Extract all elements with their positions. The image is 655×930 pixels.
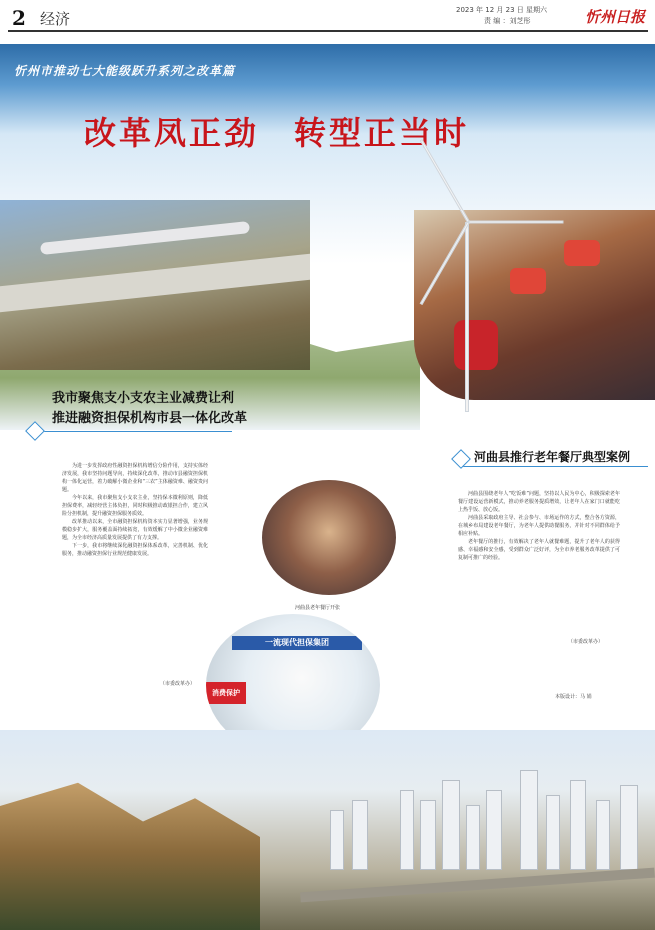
building [596,800,610,870]
elderly-canteen-photo [262,480,396,595]
paragraph: 改革推动以来，全市融资担保机构资本实力显著增强，业务规模稳步扩大，服务覆盖面持续拓宽，有效缓解了中小微企业融资难题，为全市经济高质量发展提供了有力支撑。 [62,519,208,541]
header-divider [8,30,648,32]
building [352,800,368,870]
issue-date: 2023 年 12 月 23 日 星期六 [456,6,547,14]
building [570,780,586,870]
lantern-icon [454,320,498,370]
wind-turbine-blade [469,221,564,224]
article1-headline-2: 推进融资担保机构市县一体化改革 [52,411,248,426]
series-title: 忻州市推动七大能级跃升系列之改革篇 [14,64,236,78]
paragraph: 今年以来，我市聚焦支小支农主业，坚持保本微利原则，降低担保费率，减轻经营主体负担，同时积极推动政银担合作，建立风险分担机制，提升融资担保服务质效。 [62,495,208,517]
building [520,770,538,870]
editor-credit: 责 编 ：刘芝彤 [484,17,531,25]
article1-source: （市委改革办） [160,681,196,687]
service-banner-sign: 一流现代担保集团 [232,636,362,650]
section-name: 经济 [40,10,71,28]
paragraph: 河曲县围绕老年人“吃饭难”问题，坚持以人民为中心，积极探索老年餐厅建设运营新模式，推动养老服务提质增效，让老年人在家门口就能吃上热乎饭、放心饭。 [458,491,620,513]
page-designer: 本版设计：马 娟 [555,694,592,700]
main-title: 改革凤正劲 转型正当时 [84,114,470,152]
building [546,795,560,870]
lantern-icon [564,240,600,266]
photo1-caption: 河曲县老年餐厅开张 [295,605,341,611]
lantern-icon [510,268,546,294]
building [486,790,502,870]
paragraph: 为进一步发挥政府性融资担保机构增信分险作用，支持实体经济发展，我市坚持问题导向，持续深化改革，推动市县融资担保机构一体化运营，着力破解小微企业和“三农”主体融资难、融资贵问题。 [62,463,208,493]
wind-turbine-tower [465,222,469,412]
page-header [0,0,655,44]
masthead-logo: 忻州日报 [585,8,646,26]
building [400,790,414,870]
article2-body [458,490,620,635]
viaduct-shape [0,254,310,313]
article2-rule [460,466,648,467]
article2-headline: 河曲县推行老年餐厅典型案例 [474,450,631,464]
building [442,780,460,870]
paragraph: 下一步，我市将继续深化融资担保体系改革，完善机制、优化服务，推动融资担保行业规范健康发展。 [62,543,208,557]
article1-headline-1: 我市聚焦支小支农主业减费让利 [52,391,235,406]
article2-source: （市委改革办） [568,639,604,645]
building [466,805,480,870]
page-number: 2 [12,6,26,30]
train-photo [0,200,310,370]
article1-rule [32,431,232,432]
building [420,800,436,870]
paragraph: 老年餐厅的推行，有效解决了老年人就餐难题，提升了老年人的获得感、幸福感和安全感，受到群众广泛好评，为全市养老服务改革提供了可复制可推广的经验。 [458,539,620,561]
paragraph: 河曲县采取政府主导、社会参与、市场运作的方式，整合各方资源，在城乡布局建设老年餐厅，为老年人提供助餐服务，并针对不同群体给予相应补贴。 [458,515,620,537]
street-festival-photo [414,210,655,400]
counter-sign: 消费保护 [206,682,246,704]
article1-body [62,462,208,677]
building [330,810,344,870]
building [620,785,638,870]
